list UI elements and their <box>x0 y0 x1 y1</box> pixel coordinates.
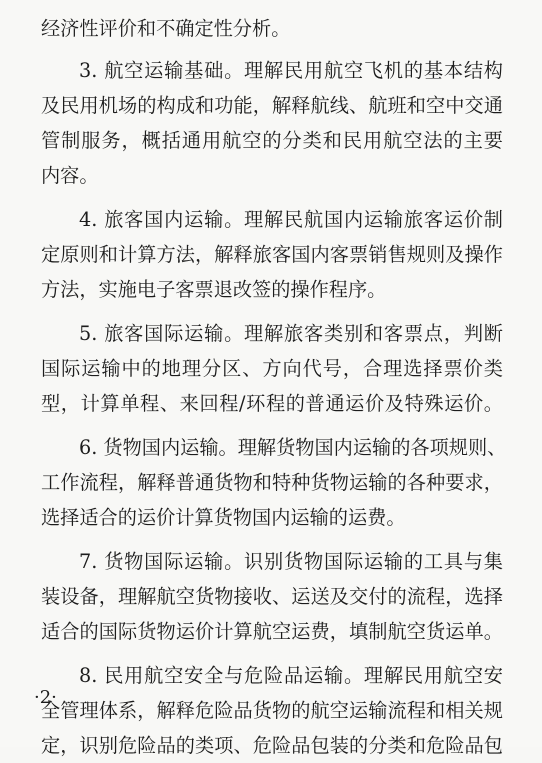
text-line: 内容。 <box>41 164 99 187</box>
text-line: 及民用机场的构成和功能，解释航线、航班和空中交通 <box>41 94 503 117</box>
text-line: 型，计算单程、来回程/环程的普通运价及特殊运价。 <box>41 392 503 415</box>
text-line: 8. 民用航空安全与危险品运输。理解民用航空安 <box>79 664 503 687</box>
text-line: 管制服务，概括通用航空的分类和民用航空法的主要 <box>41 129 503 152</box>
text-line: 6. 货物国内运输。理解货物国内运输的各项规则、 <box>79 436 507 459</box>
page-number: ·2· <box>34 687 57 708</box>
text-line: 工作流程，解释普通货物和特种货物运输的各种要求， <box>41 471 503 494</box>
text-line: 经济性评价和不确定性分析。 <box>41 17 291 40</box>
text-line: 国际运输中的地理分区、方向代号，合理选择票价类 <box>41 357 503 380</box>
text-line: 4. 旅客国内运输。理解民航国内运输旅客运价制 <box>79 208 503 231</box>
text-line: 方法，实施电子客票退改签的操作程序。 <box>41 278 387 301</box>
text-line: 适合的国际货物运价计算航空运费，填制航空货运单。 <box>41 620 503 643</box>
text-line: 选择适合的运价计算货物国内运输的运费。 <box>41 506 406 529</box>
text-line: 定，识别危险品的类项、危险品包装的分类和危险品包 <box>41 734 503 757</box>
text-line: 5. 旅客国际运输。理解旅客类别和客票点，判断 <box>79 322 503 345</box>
text-line: 7. 货物国际运输。识别货物国际运输的工具与集 <box>79 550 503 573</box>
text-line: 装设备，理解航空货物接收、运送及交付的流程，选择 <box>41 585 503 608</box>
text-line: 3. 航空运输基础。理解民用航空飞机的基本结构 <box>79 59 503 82</box>
text-line: 全管理体系，解释危险品货物的航空运输流程和相关规 <box>41 699 503 722</box>
text-line: 定原则和计算方法，解释旅客国内客票销售规则及操作 <box>41 243 503 266</box>
